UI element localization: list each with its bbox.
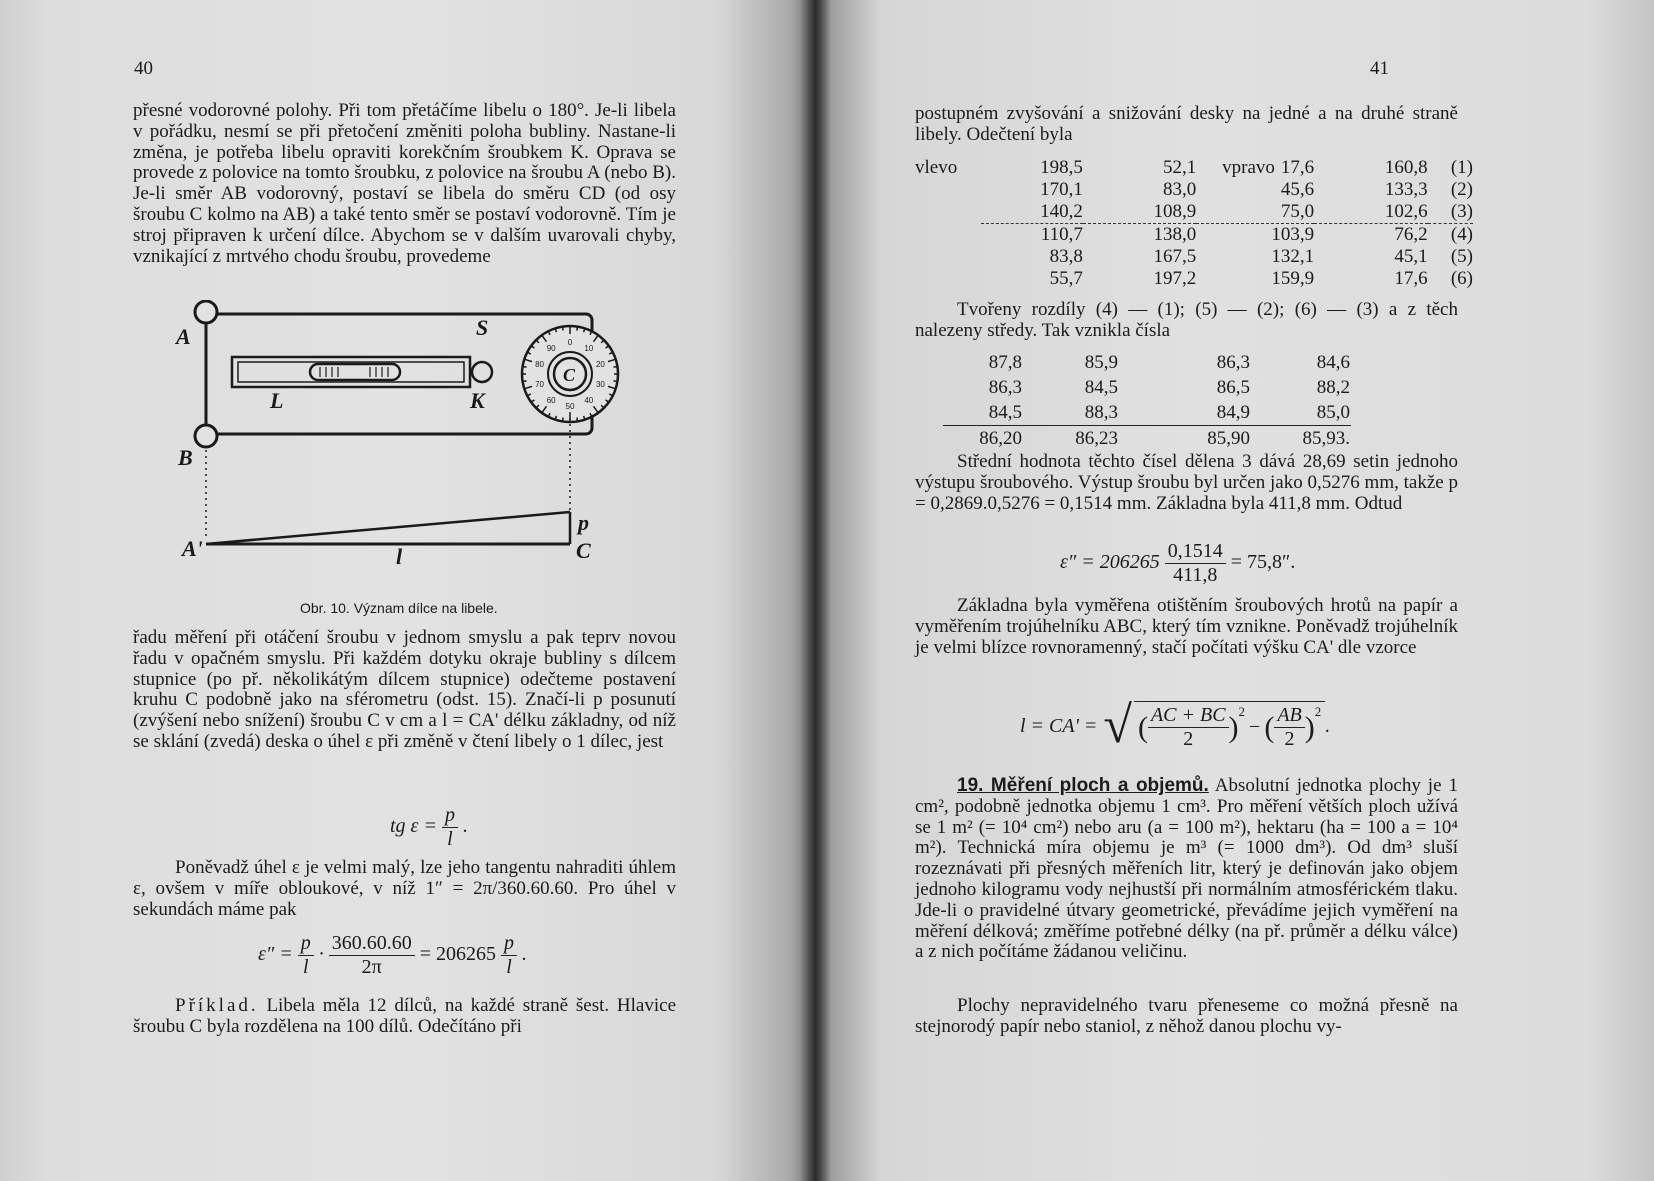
paragraph-text: Libela měla 12 dílců, na každé straně šest. Hlavice šroubu C byla rozdělena na 100 dílů. Odečítáno při <box>133 995 677 1037</box>
label-a-prime: A' <box>182 536 203 561</box>
dial-number: 20 <box>595 360 605 370</box>
paragraph-text: postupném zvyšování a snižování desky na jedné a na druhé straně libely. Odečtení byla <box>915 103 1458 145</box>
table-cell: (1) <box>1450 157 1473 178</box>
table-cell: (5) <box>1450 246 1473 267</box>
table-row <box>915 201 1473 224</box>
table-cell: 17,6 <box>1394 268 1428 289</box>
paragraph <box>915 596 1458 658</box>
table-cell-mean: 85,93. <box>1251 426 1351 452</box>
table-cell: 88,3 <box>1084 402 1118 423</box>
formula-tangent: tg ε = $\frac{p}{l}$ . <box>390 804 468 850</box>
label-l: l <box>396 544 403 569</box>
table-cell: 198,5 <box>1040 157 1083 178</box>
table-cell: 85,9 <box>1084 352 1118 373</box>
table-cell: 140,2 <box>1040 201 1083 222</box>
table-cell: 75,0 <box>1280 201 1315 222</box>
page-number: 41 <box>1370 58 1389 79</box>
table-cell: 197,2 <box>1153 268 1197 289</box>
right-page <box>815 0 1654 1181</box>
formula-epsilon: ε″ = $\frac{p}{l}$ · $\frac{360.60.60}{2\pi}$ = 206265 $\frac{p}{l}$ . <box>258 932 527 978</box>
screw-a-icon <box>195 301 217 323</box>
table-cell: 87,8 <box>988 352 1022 373</box>
paragraph <box>915 300 1458 342</box>
table-cell-mean: 85,90 <box>1119 426 1251 452</box>
table-row <box>943 375 1351 400</box>
paragraph <box>133 628 676 753</box>
table-cell: 84,9 <box>1216 402 1250 423</box>
paragraph-text: přesné vodorovné polohy. Při tom přetáčíme libelu o 180°. Je-li libela v pořádku, nesmí se při přetočení změniti poloha bubliny. Nastane-li změna, je potřeba libelu opraviti korekčním šroubkem K. Oprava se provede z polovice na tomto šroubku, z polovice na šroubu A (nebo B). Je-li směr AB vodorovný, postaví se libela do směru CD (od osy šroubu C kolmo na AB) a také tento směr se postaví vodorovně. Tím je stroj připraven k určení dílce. Abychom se v dalším uvarovali chyby, vznikající z mrtvého chodu šroubu, provedeme <box>133 100 676 267</box>
dial-number: 80 <box>535 360 545 370</box>
label-p: p <box>578 510 589 535</box>
table-cell: 133,3 <box>1384 179 1428 200</box>
dial-tick <box>562 417 563 421</box>
formula-height: l = CA' = √ ( $\frac{AC + BC}{2}$ ) $^2$ − ( $\frac{AB}{2}$ ) $^2$ . <box>1020 697 1331 754</box>
table-cell: (3) <box>1450 201 1473 222</box>
paragraph <box>133 996 676 1038</box>
paragraph-text: Poněvadž úhel ε je velmi malý, lze jeho tangentu nahraditi úhlem ε, ovšem v míře obloukové, v níž 1″ = 2π/360.60.60. Pro úhel v sekundách máme pak <box>133 857 676 920</box>
table-row <box>943 400 1351 426</box>
side-label <box>915 201 981 224</box>
table-cell: 103,9 <box>1196 224 1314 247</box>
table-cell: 84,5 <box>1084 377 1118 398</box>
correction-screw-k-icon <box>472 362 492 382</box>
dial-number: 30 <box>595 379 605 389</box>
dial-number: 10 <box>584 344 594 354</box>
dial-tick <box>523 366 527 367</box>
table-row-mean <box>943 426 1351 452</box>
dial-tick <box>562 327 563 331</box>
table-cell: 170,1 <box>1040 179 1083 200</box>
measurements-table <box>915 157 1473 290</box>
dial-number: 60 <box>546 395 556 405</box>
screw-b-icon <box>195 425 217 447</box>
table-cell: 55,7 <box>1049 268 1083 289</box>
table-cell: 85,0 <box>1316 402 1350 423</box>
dial-tick <box>577 327 578 331</box>
figure-libela-diagram <box>170 300 640 590</box>
table-row <box>943 350 1351 375</box>
table-row <box>915 224 1473 247</box>
dial-number: 40 <box>584 395 594 405</box>
table-cell: 83,8 <box>1049 246 1083 267</box>
table-cell: 83,0 <box>1162 179 1197 200</box>
table-cell: 167,5 <box>1153 246 1197 267</box>
table-cell: 84,5 <box>988 402 1022 423</box>
table-row <box>915 268 1473 290</box>
table-cell: 102,6 <box>1384 201 1428 222</box>
paragraph <box>915 452 1458 514</box>
figure-caption: Obr. 10. Význam dílce na libele. <box>300 600 498 616</box>
label-c-knob: C <box>563 365 576 385</box>
paragraph-text: Základna byla vyměřena otištěním šroubových hrotů na papír a vyměřením trojúhelníku ABC, který tím vznikne. Poněvadž trojúhelník je velmi blízce rovnoramenný, stačí počítati výšku CA' dle vzorce <box>915 595 1458 658</box>
paragraph <box>915 104 1458 146</box>
side-label: vpravo <box>1222 157 1275 178</box>
table-row <box>915 157 1473 179</box>
side-label <box>915 246 981 268</box>
table-cell: 84,6 <box>1316 352 1350 373</box>
label-c: C <box>576 538 591 563</box>
dial-tick <box>613 381 617 382</box>
dial-tick <box>523 381 527 382</box>
table-cell <box>1196 157 1314 179</box>
averages-table <box>943 350 1351 451</box>
side-label <box>915 268 981 290</box>
table-cell: 108,9 <box>1153 201 1197 222</box>
label-l-vial: L <box>270 388 284 413</box>
left-page <box>0 0 815 1181</box>
dial-number: 90 <box>546 344 556 354</box>
dial-tick <box>577 417 578 421</box>
table-cell: 88,2 <box>1316 377 1350 398</box>
formula-result: ε″ = 206265 $\frac{0,1514}{411,8}$ = 75,8″. <box>1060 540 1296 586</box>
table-row <box>915 246 1473 268</box>
page-number: 40 <box>134 58 153 79</box>
paragraph <box>133 101 676 267</box>
paragraph-text: Tvořeny rozdíly (4) — (1); (5) — (2); (6) — (3) a z těch nalezeny středy. Tak vznikla čísla <box>915 299 1458 341</box>
dial-number: 0 <box>567 338 573 347</box>
table-cell: (2) <box>1450 179 1473 200</box>
dial-number: 50 <box>565 402 575 411</box>
dial-number: 70 <box>535 379 545 389</box>
label-a: A <box>176 324 191 349</box>
table-cell: 86,5 <box>1216 377 1250 398</box>
paragraph-text: Absolutní jednotka plochy je 1 cm², podobně jednotka objemu 1 cm³. Pro měření větších ploch užívá se 1 m² (= 10⁴ cm²) nebo aru (a = 100 m²), hektaru (ha = 100 a = 10⁴ m²). Technická míra objemu je m³ (= 1000 dm³). Od dm³ sluší rozeznávati při přesných měřeních litr, který je definován jako objem jednoho kilogramu vody nejhustší při normálním atmosférickém tlaku. Jde-li o pravidelné útvary geometrické, převádíme jejich vyměření na měření délková; změříme potřebné délky (na př. průměr a délku válce) a z nich počítáme žádanou veličinu. <box>915 775 1459 963</box>
example-lead: Příklad. <box>175 995 259 1016</box>
label-k: K <box>470 388 485 413</box>
table-cell: 86,3 <box>1216 352 1250 373</box>
dial-tick <box>613 366 617 367</box>
table-cell: (4) <box>1428 224 1473 247</box>
paragraph-text: Střední hodnota těchto čísel dělena 3 dává 28,69 setin jednoho výstupu šroubového. Výstup šroubu byl určen jako 0,5276 mm, takže p = 0,2869.0,5276 = 0,1514 mm. Základna byla 411,8 mm. Odtud <box>915 451 1458 514</box>
paragraph <box>915 776 1458 963</box>
paragraph <box>133 858 676 920</box>
section-heading: 19. Měření ploch a objemů. <box>957 775 1209 796</box>
table-cell: 159,9 <box>1271 268 1315 289</box>
side-label <box>915 224 981 247</box>
paragraph-text: Plochy nepravidelného tvaru přeneseme co možná přesně na stejnorodý papír nebo staniol, z něhož danou plochu vy- <box>915 995 1458 1037</box>
table-row <box>915 179 1473 201</box>
table-cell: 45,1 <box>1394 246 1428 267</box>
paragraph <box>915 996 1458 1038</box>
side-label <box>915 179 981 201</box>
book-gutter <box>800 0 830 1181</box>
table-cell: 132,1 <box>1271 246 1315 267</box>
table-cell-value: 17,6 <box>1280 157 1315 178</box>
table-cell-mean: 86,20 <box>943 426 1023 452</box>
table-cell: 86,3 <box>988 377 1022 398</box>
table-cell: 45,6 <box>1280 179 1315 200</box>
table-cell: (6) <box>1450 268 1473 289</box>
side-label: vlevo <box>915 157 958 178</box>
label-b: B <box>178 445 193 470</box>
label-s: S <box>476 315 489 340</box>
table-cell: 160,8 <box>1384 157 1428 178</box>
table-cell: 76,2 <box>1314 224 1427 247</box>
table-cell: 138,0 <box>1083 224 1196 247</box>
table-cell: 110,7 <box>981 224 1083 247</box>
sqrt-icon: √ <box>1103 697 1132 754</box>
table-cell-mean: 86,23 <box>1023 426 1119 452</box>
paragraph-text: řadu měření při otáčení šroubu v jednom smyslu a pak teprv novou řadu v opačném smyslu. Při každém dotyku okraje bubliny s dílcem stupnice (po př. několikátým dílcem stupnice) odečteme postavení kruhu C podobně jako na sférometru (odst. 15). Značí-li p posunutí (zvýšení nebo snížení) šroubu C v cm a l = CA' délku základny, od níž se sklání (zvedá) deska o úhel ε při změně v čtení libely o 1 dílec, jest <box>133 627 676 752</box>
table-cell: 52,1 <box>1162 157 1197 178</box>
